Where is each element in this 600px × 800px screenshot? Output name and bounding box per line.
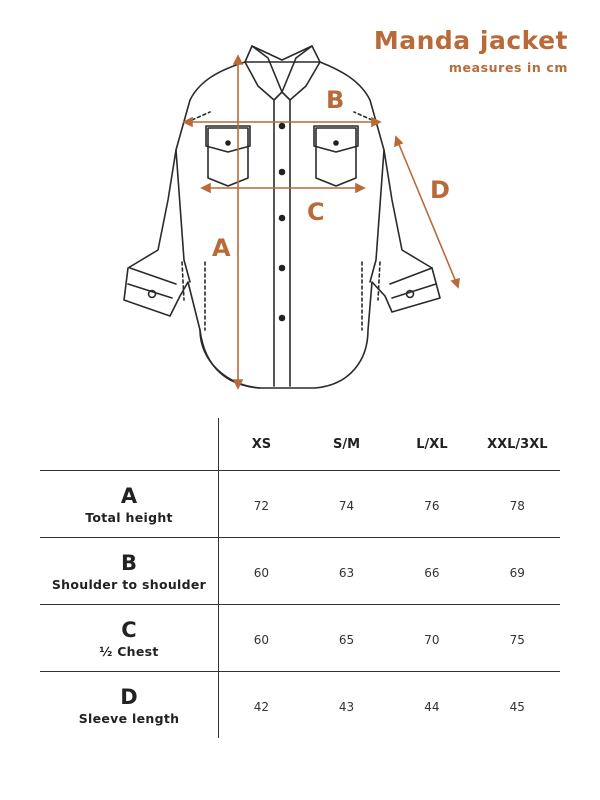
product-title: Manda jacket (373, 26, 568, 55)
size-header: XS (219, 418, 304, 471)
row-label-cell (40, 538, 219, 605)
label-b: B (326, 86, 345, 114)
label-d: D (430, 176, 450, 204)
table-cell: 76 (389, 471, 474, 538)
table-cell: 42 (253, 699, 270, 714)
table-cell: 66 (389, 538, 474, 605)
row-letter: D (120, 684, 138, 709)
table-cell: 75 (475, 605, 560, 672)
table-row (40, 672, 560, 739)
table-cell: 72 (219, 471, 304, 538)
table-row (40, 538, 560, 605)
table-cell: 45 (509, 699, 525, 714)
row-description: Total height (85, 509, 173, 525)
size-header: L/XL (389, 418, 474, 471)
header-empty-cell (40, 418, 219, 471)
table-cell: 60 (219, 538, 304, 605)
size-chart-table (40, 418, 560, 738)
jacket-body-outline (124, 62, 440, 388)
row-label-cell (40, 471, 219, 538)
units-subtitle: measures in cm (448, 60, 568, 75)
row-label-cell (40, 672, 219, 739)
table-cell: 78 (475, 471, 560, 538)
table-cell: 69 (475, 538, 560, 605)
size-header: XXL/3XL (475, 418, 560, 471)
table-cell: 65 (304, 605, 389, 672)
row-label-cell (40, 605, 219, 672)
label-c: C (307, 198, 325, 226)
size-header: S/M (304, 418, 389, 471)
left-pocket (208, 128, 248, 186)
collar (245, 46, 320, 100)
table-cell: 44 (424, 699, 440, 714)
row-letter: B (120, 550, 137, 575)
label-a: A (212, 234, 231, 262)
table-cell: 74 (304, 471, 389, 538)
table-row (40, 605, 560, 672)
table-cell: 70 (389, 605, 474, 672)
table-cell: 60 (219, 605, 304, 672)
size-header-row (40, 418, 560, 471)
row-description: Sleeve length (78, 710, 180, 726)
row-description: Shoulder to shoulder (51, 576, 207, 592)
row-description: ½ Chest (99, 643, 159, 659)
table-row (40, 471, 560, 538)
right-pocket (316, 128, 356, 186)
table-cell: 63 (304, 538, 389, 605)
row-letter: C (121, 617, 137, 642)
table-cell: 43 (338, 699, 355, 714)
row-letter: A (120, 483, 138, 508)
